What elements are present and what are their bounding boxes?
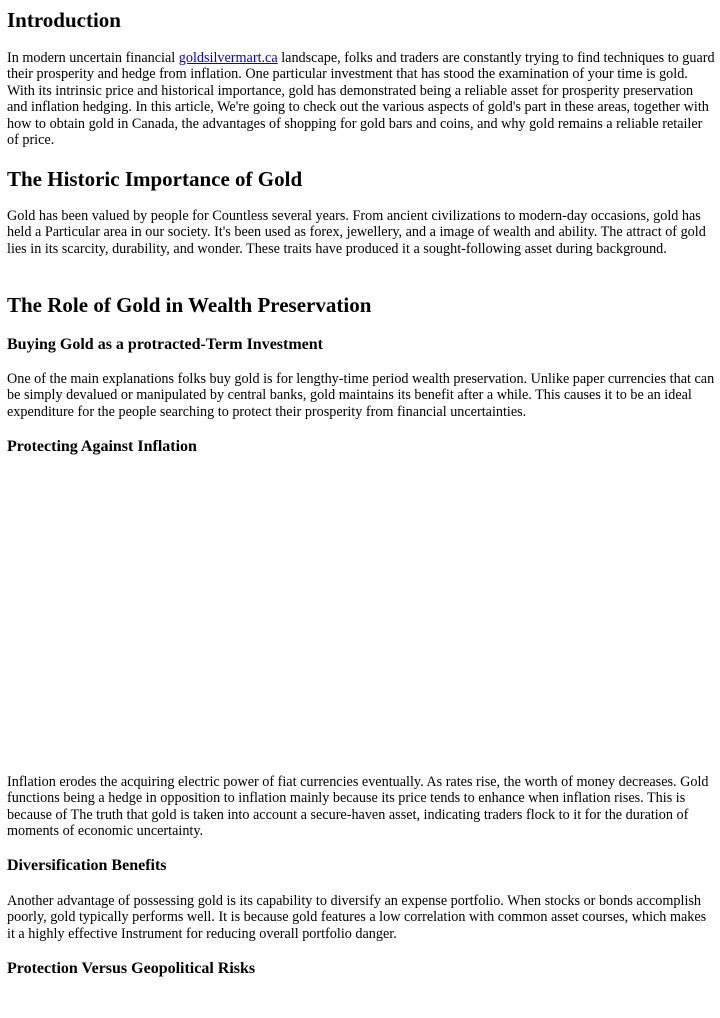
paragraph-diversification: Another advantage of possessing gold is its capability to diversify an expense portfolio. When stocks or bonds accomplish poorly, gold typically performs well. It is because gold features a low correlation with common asset courses, which makes it a highly effective Instrument for reducing overall portfolio danger.	[7, 893, 707, 942]
paragraph-introduction	[7, 50, 715, 148]
heading-role-of-gold: The Role of Gold in Wealth Preservation	[7, 293, 372, 317]
heading-geopolitical-risks: Protection Versus Geopolitical Risks	[7, 960, 256, 977]
heading-diversification: Diversification Benefits	[7, 857, 167, 874]
intro-text-end: landscape, folks and traders are constantly trying to find techniques to guard their prosperity and hedge from inflation. One particular investment that has stood the examination of your time is gold. With its intrinsic price and historical importance, gold has demonstrated being a reliable asset for prosperity preservation and inflation hedging. In this article, We're going to check out the various aspects of gold's part in these areas, together with how to obtain gold in Canada, the advantages of shopping for gold bars and coins, and why gold remains a reliable retailer of price.	[7, 50, 715, 149]
paragraph-historic-importance: Gold has been valued by people for Countless several years. From ancient civilizations to modern-day occasions, gold has held a Particular area in our society. It's been used as forex, jewellery, and a image of wealth and ability. The attract of gold lies in its scarcity, durability, and wonder. These traits have produced it a sought-following asset during background.	[7, 208, 706, 257]
heading-historic-importance: The Historic Importance of Gold	[7, 167, 303, 191]
heading-introduction: Introduction	[7, 8, 121, 32]
goldsilvermart-link[interactable]: goldsilvermart.ca	[178, 50, 278, 66]
heading-protecting-inflation: Protecting Against Inflation	[7, 438, 197, 455]
paragraph-buying-gold: One of the main explanations folks buy gold is for lengthy-time period wealth preservation. Unlike paper currencies that can be simply devalued or manipulated by central banks, gold maintains its benefit after a while. This causes it to be an ideal expenditure for the people searching to protect their prosperity from financial uncertainties.	[7, 371, 715, 420]
paragraph-protecting-inflation: Inflation erodes the acquiring electric power of fiat currencies eventually. As rates rise, the worth of money decreases. Gold functions being a hedge in opposition to inflation mainly because its price tends to enhance when inflation rises. This is because of The truth that gold is taken into account a secure-haven asset, indicating traders flock to it for the duration of moments of economic uncertainty.	[7, 774, 709, 840]
heading-buying-gold: Buying Gold as a protracted-Term Investment	[7, 336, 323, 353]
intro-text-start: In modern uncertain financial	[7, 50, 179, 66]
embedded-media-placeholder	[7, 462, 715, 770]
